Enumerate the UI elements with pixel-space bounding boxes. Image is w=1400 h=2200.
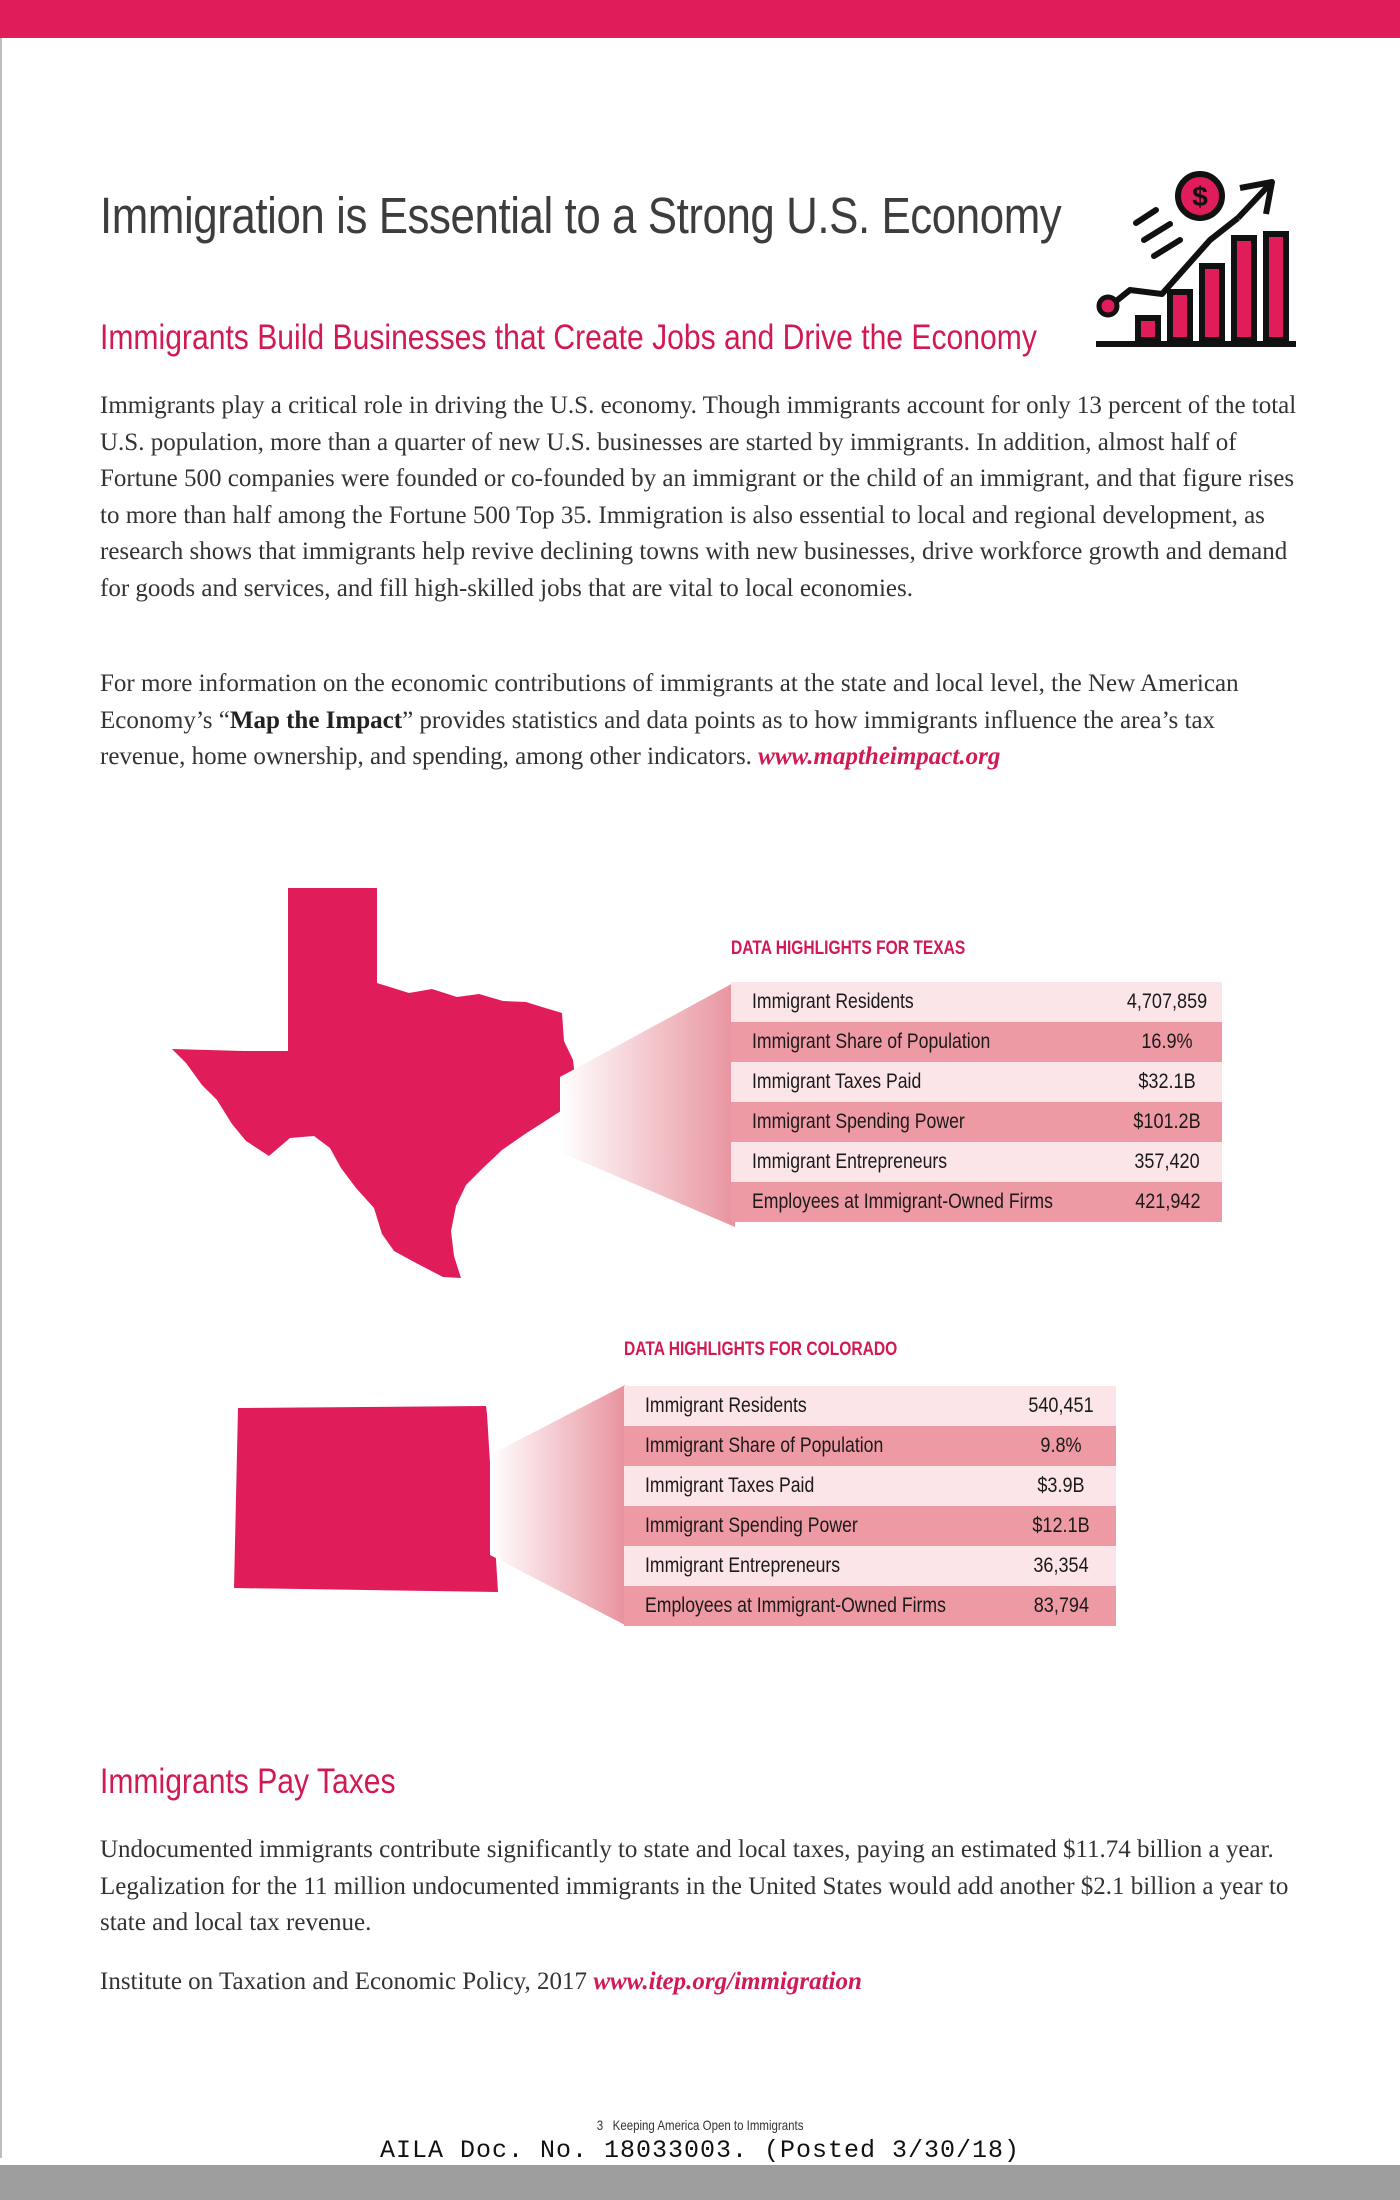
page-title: Immigration is Essential to a Strong U.S. Economy — [100, 187, 1062, 244]
left-margin-rule — [0, 38, 2, 2158]
table-row — [624, 1546, 1116, 1586]
row-value: 540,451 — [1028, 1394, 1094, 1417]
row-value: $12.1B — [1032, 1514, 1090, 1537]
colorado-map-shape — [232, 1404, 498, 1592]
page-number: 3 — [596, 2117, 604, 2133]
table-row — [624, 1586, 1116, 1626]
row-label: Immigrant Share of Population — [752, 1030, 991, 1053]
row-label: Immigrant Residents — [752, 990, 914, 1013]
publication-title: Keeping America Open to Immigrants — [612, 2117, 804, 2133]
row-label: Immigrant Share of Population — [645, 1434, 884, 1457]
page-footer — [0, 2117, 1400, 2133]
table-row — [731, 1102, 1222, 1142]
map-the-impact-name: Map the Impact — [229, 706, 403, 734]
row-label: Immigrant Residents — [645, 1394, 807, 1417]
row-label: Employees at Immigrant-Owned Firms — [645, 1594, 946, 1617]
taxes-source — [100, 1964, 1300, 2001]
source-text: Institute on Taxation and Economic Policy, 2017 — [100, 1968, 594, 1995]
paragraph-text: For more information on the economic contributions of immigrants at the state and local level, the New American Economy’s “ — [100, 670, 1239, 734]
row-value: 83,794 — [1034, 1594, 1090, 1617]
row-label: Immigrant Spending Power — [645, 1514, 858, 1537]
row-label: Immigrant Entrepreneurs — [645, 1554, 841, 1577]
table-row — [731, 982, 1222, 1022]
business-paragraph: Immigrants play a critical role in driving the U.S. economy. Though immigrants account for only 13 percent of the total U.S. population, more than a quarter of new U.S. businesses are started by immigrants. In addition, almost half of Fortune 500 companies were founded or co-founded by an immigrant or the child of an immigrant, and that figure rises to more than half among the Fortune 500 Top 35. Immigration is also essential to local and regional development, as research shows that immigrants help revive declining towns with new businesses, drive workforce growth and demand for goods and services, and fill high-skilled jobs that are vital to local economies. — [100, 392, 1297, 602]
texas-map-shape — [170, 886, 590, 1284]
itep-link[interactable]: www.itep.org/immigration — [593, 1968, 862, 1995]
table-row — [731, 1142, 1222, 1182]
paragraph-text: ” provides statistics and data points as to how immigrants influence the area’s tax revenue, home ownership, and spending, among other indicators. — [100, 706, 1216, 770]
row-label: Immigrant Spending Power — [752, 1110, 965, 1133]
table-row — [624, 1506, 1116, 1546]
growth-chart-dollar-icon — [1090, 168, 1302, 358]
table-row — [624, 1466, 1116, 1506]
svg-text:$: $ — [1192, 181, 1208, 212]
row-value: 357,420 — [1134, 1150, 1200, 1173]
row-value: 36,354 — [1033, 1554, 1089, 1577]
row-label: Employees at Immigrant-Owned Firms — [752, 1190, 1053, 1213]
doc-number-line: AILA Doc. No. 18033003. (Posted 3/30/18) — [379, 2136, 1021, 2165]
row-value: $101.2B — [1133, 1110, 1201, 1133]
bottom-gray-bar — [0, 2165, 1400, 2200]
table-row — [731, 1182, 1222, 1222]
texas-data-table — [731, 982, 1222, 1222]
table-row — [731, 1022, 1222, 1062]
row-value: 9.8% — [1040, 1434, 1082, 1457]
texas-highlights-label: DATA HIGHLIGHTS FOR TEXAS — [731, 938, 966, 959]
map-the-impact-paragraph — [100, 666, 1300, 776]
colorado-highlights-label: DATA HIGHLIGHTS FOR COLORADO — [624, 1339, 898, 1360]
business-section-heading: Immigrants Build Businesses that Create Jobs and Drive the Economy — [100, 318, 1037, 357]
row-label: Immigrant Entrepreneurs — [752, 1150, 948, 1173]
table-row — [624, 1386, 1116, 1426]
row-value: 4,707,859 — [1126, 990, 1208, 1013]
texas-highlight-beam — [560, 982, 735, 1227]
row-value: $32.1B — [1138, 1070, 1196, 1093]
taxes-section-heading: Immigrants Pay Taxes — [100, 1762, 396, 1801]
taxes-paragraph: Undocumented immigrants contribute significantly to state and local taxes, paying an estimated $11.74 billion a year. Legalization for the 11 million undocumented immigrants in the United States would add another $2.1 billion a year to state and local tax revenue. — [100, 1836, 1289, 1936]
colorado-highlight-beam — [490, 1385, 625, 1625]
row-value: 16.9% — [1141, 1030, 1193, 1053]
table-row — [731, 1062, 1222, 1102]
map-the-impact-link[interactable]: www.maptheimpact.org — [758, 743, 1001, 770]
row-value: $3.9B — [1037, 1474, 1085, 1497]
row-label: Immigrant Taxes Paid — [645, 1474, 815, 1497]
row-value: 421,942 — [1135, 1190, 1201, 1213]
colorado-data-table — [624, 1386, 1116, 1626]
table-row — [624, 1426, 1116, 1466]
top-accent-bar — [0, 0, 1400, 38]
row-label: Immigrant Taxes Paid — [752, 1070, 922, 1093]
